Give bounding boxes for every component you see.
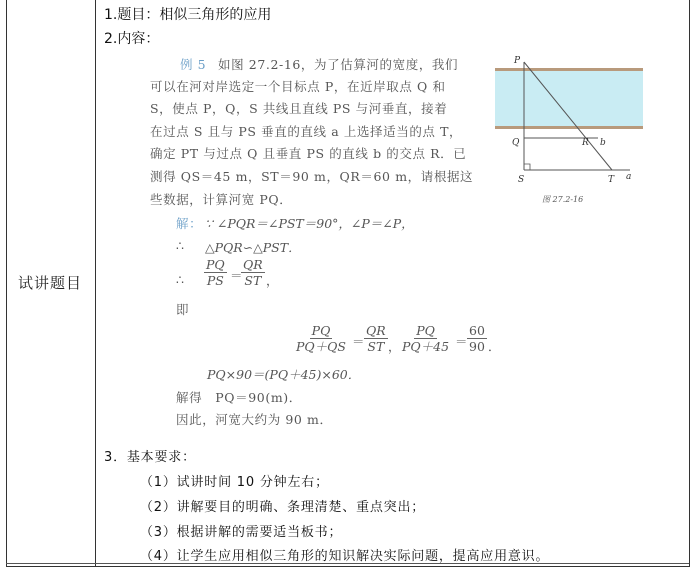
solution-line-1: ∵ ∠PQR＝∠PST＝90°，∠P＝∠P， — [205, 216, 414, 231]
fraction-PQ-PQplus45 — [400, 323, 451, 354]
ji-label: 即 — [176, 302, 190, 317]
fraction-denominator: PS — [206, 273, 224, 288]
fraction-denominator: PQ＋45 — [402, 339, 450, 354]
right-angle-mark — [524, 164, 530, 170]
fraction-denominator: PQ＋QS — [296, 339, 346, 354]
equals-sign: ＝ — [230, 268, 243, 283]
point-T-label: T — [608, 175, 615, 185]
example-line-2: 可以在河对岸选定一个目标点 P，在近岸取点 Q 和 — [150, 79, 446, 94]
fraction-numerator: QR — [243, 257, 263, 272]
equals-sign: ＝ — [455, 334, 468, 349]
fraction-PQ-PS — [204, 257, 227, 288]
fraction-QR-ST — [241, 257, 265, 288]
figure-caption: 图 27.2-16 — [542, 195, 584, 204]
fraction-numerator: PQ — [311, 323, 331, 338]
therefore-symbol-1: ∴ — [176, 238, 184, 253]
period: ． — [488, 339, 501, 354]
fraction-60-90 — [467, 323, 487, 354]
example-line-5: 确定 PT 与过点 Q 且垂直 PS 的直线 b 的交点 R．已 — [150, 146, 467, 161]
fraction-PQ-PQplusQS — [294, 323, 348, 354]
far-bank — [495, 68, 643, 71]
line-a-label: a — [626, 172, 632, 182]
solution-line-2: △PQR∽△PST． — [205, 240, 301, 255]
fraction-QR-ST-2 — [364, 323, 388, 354]
topic-title: 1.题目：相似三角形的应用 — [104, 7, 272, 23]
fraction-numerator: QR — [366, 323, 386, 338]
example-line-7: 些数据，计算河宽 PQ． — [150, 192, 293, 207]
solution-final-line: 因此，河宽大约为 90 m． — [176, 412, 333, 427]
requirements-heading: 3．基本要求： — [104, 450, 196, 465]
fraction-denominator: ST — [244, 273, 262, 288]
point-P-label: P — [514, 56, 521, 66]
example-label: 例 5 — [180, 57, 207, 72]
solution-multiply-line: PQ×90＝(PQ＋45)×60． — [207, 367, 361, 382]
example-line-6: 测得 QS＝45 m，ST＝90 m，QR＝60 m，请根据这 — [150, 169, 474, 184]
river-figure — [490, 52, 650, 212]
example-line-4: 在过点 S 且与 PS 垂直的直线 a 上选择适当的点 T， — [150, 124, 463, 139]
row-label: 试讲题目 — [18, 274, 83, 292]
point-Q-label: Q — [512, 138, 520, 148]
therefore-symbol-2: ∴ — [176, 272, 184, 287]
near-bank — [495, 126, 643, 129]
comma: ， — [266, 273, 279, 288]
fraction-numerator: PQ — [416, 323, 435, 338]
river-band — [495, 70, 643, 127]
requirement-item-3: （3）根据讲解的需要适当板书； — [140, 525, 343, 540]
content-heading: 2.内容： — [104, 31, 160, 47]
column-divider — [95, 0, 96, 566]
requirement-item-1: （1）试讲时间 10 分钟左右； — [140, 475, 329, 490]
solution-label: 解： — [176, 216, 203, 231]
fraction-denominator: 90 — [469, 339, 485, 354]
example-line-3: S，使点 P，Q，S 共线且直线 PS 与河垂直，接着 — [150, 101, 448, 116]
fraction-denominator: ST — [367, 339, 385, 354]
point-S-label: S — [518, 175, 525, 185]
comma: ， — [388, 339, 401, 354]
solution-solve-line: 解得 PQ＝90(m)． — [176, 390, 302, 405]
requirement-item-4: （4）让学生应用相似三角形的知识解决实际问题，提高应用意识。 — [140, 549, 550, 564]
requirement-item-2: （2）讲解要目的明确、条理清楚、重点突出； — [140, 500, 426, 515]
equals-sign: ＝ — [352, 334, 365, 349]
line-b-label: b — [600, 138, 606, 148]
example-line-1: 如图 27.2-16，为了估算河的宽度，我们 — [218, 57, 459, 72]
fraction-numerator: 60 — [469, 323, 485, 338]
fraction-numerator: PQ — [206, 257, 225, 272]
point-R-label: R — [582, 138, 589, 148]
